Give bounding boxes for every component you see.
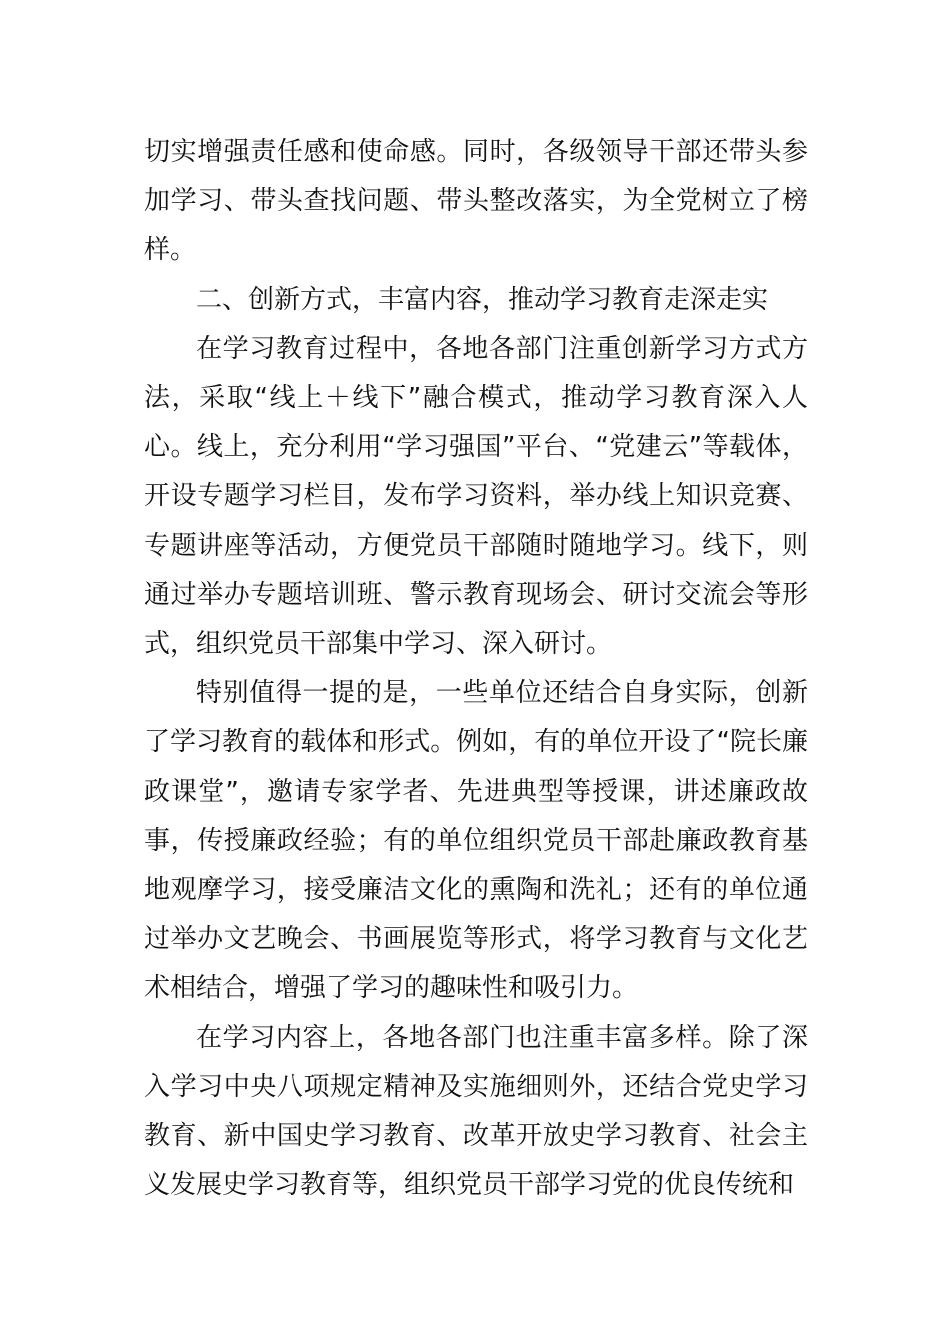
paragraph-online-offline: 在学习教育过程中，各地各部门注重创新学习方式方法，采取“线上＋线下”融合模式，推动学习教育深入人心。线上，充分利用“学习强国”平台、“党建云”等载体，开设专题学习栏目，发布学习资料，举办线上知识竞赛、专题讲座等活动，方便党员干部随时随地学习。线下，则通过举办专题培训班、警示教育现场会、研讨交流会等形式，组织党员干部集中学习、深入研讨。 [144,333,808,660]
section-heading: 二、创新方式，丰富内容，推动学习教育走深走实 [196,284,769,315]
paragraph-special-mention: 特别值得一提的是，一些单位还结合自身实际，创新了学习教育的载体和形式。例如，有的单位开设了“院长廉政课堂”，邀请专家学者、先进典型等授课，讲述廉政故事，传授廉政经验；有的单位组织党员干部赴廉政教育基地观摩学习，接受廉洁文化的熏陶和洗礼；还有的单位通过举办文艺晚会、书画展览等形式，将学习教育与文化艺术相结合，增强了学习的趣味性和吸引力。 [144,678,808,1004]
document-body [144,128,808,1210]
paragraph-continuation: 切实增强责任感和使命感。同时，各级领导干部还带头参加学习、带头查找问题、带头整改落实，为全党树立了榜样。 [144,137,808,266]
paragraph-learning-content: 在学习内容上，各地各部门也注重丰富多样。除了深入学习中央八项规定精神及实施细则外，还结合党史学习教育、新中国史学习教育、改革开放史学习教育、社会主义发展史学习教育等，组织党员干部学习党的优良传统和 [144,1022,808,1201]
